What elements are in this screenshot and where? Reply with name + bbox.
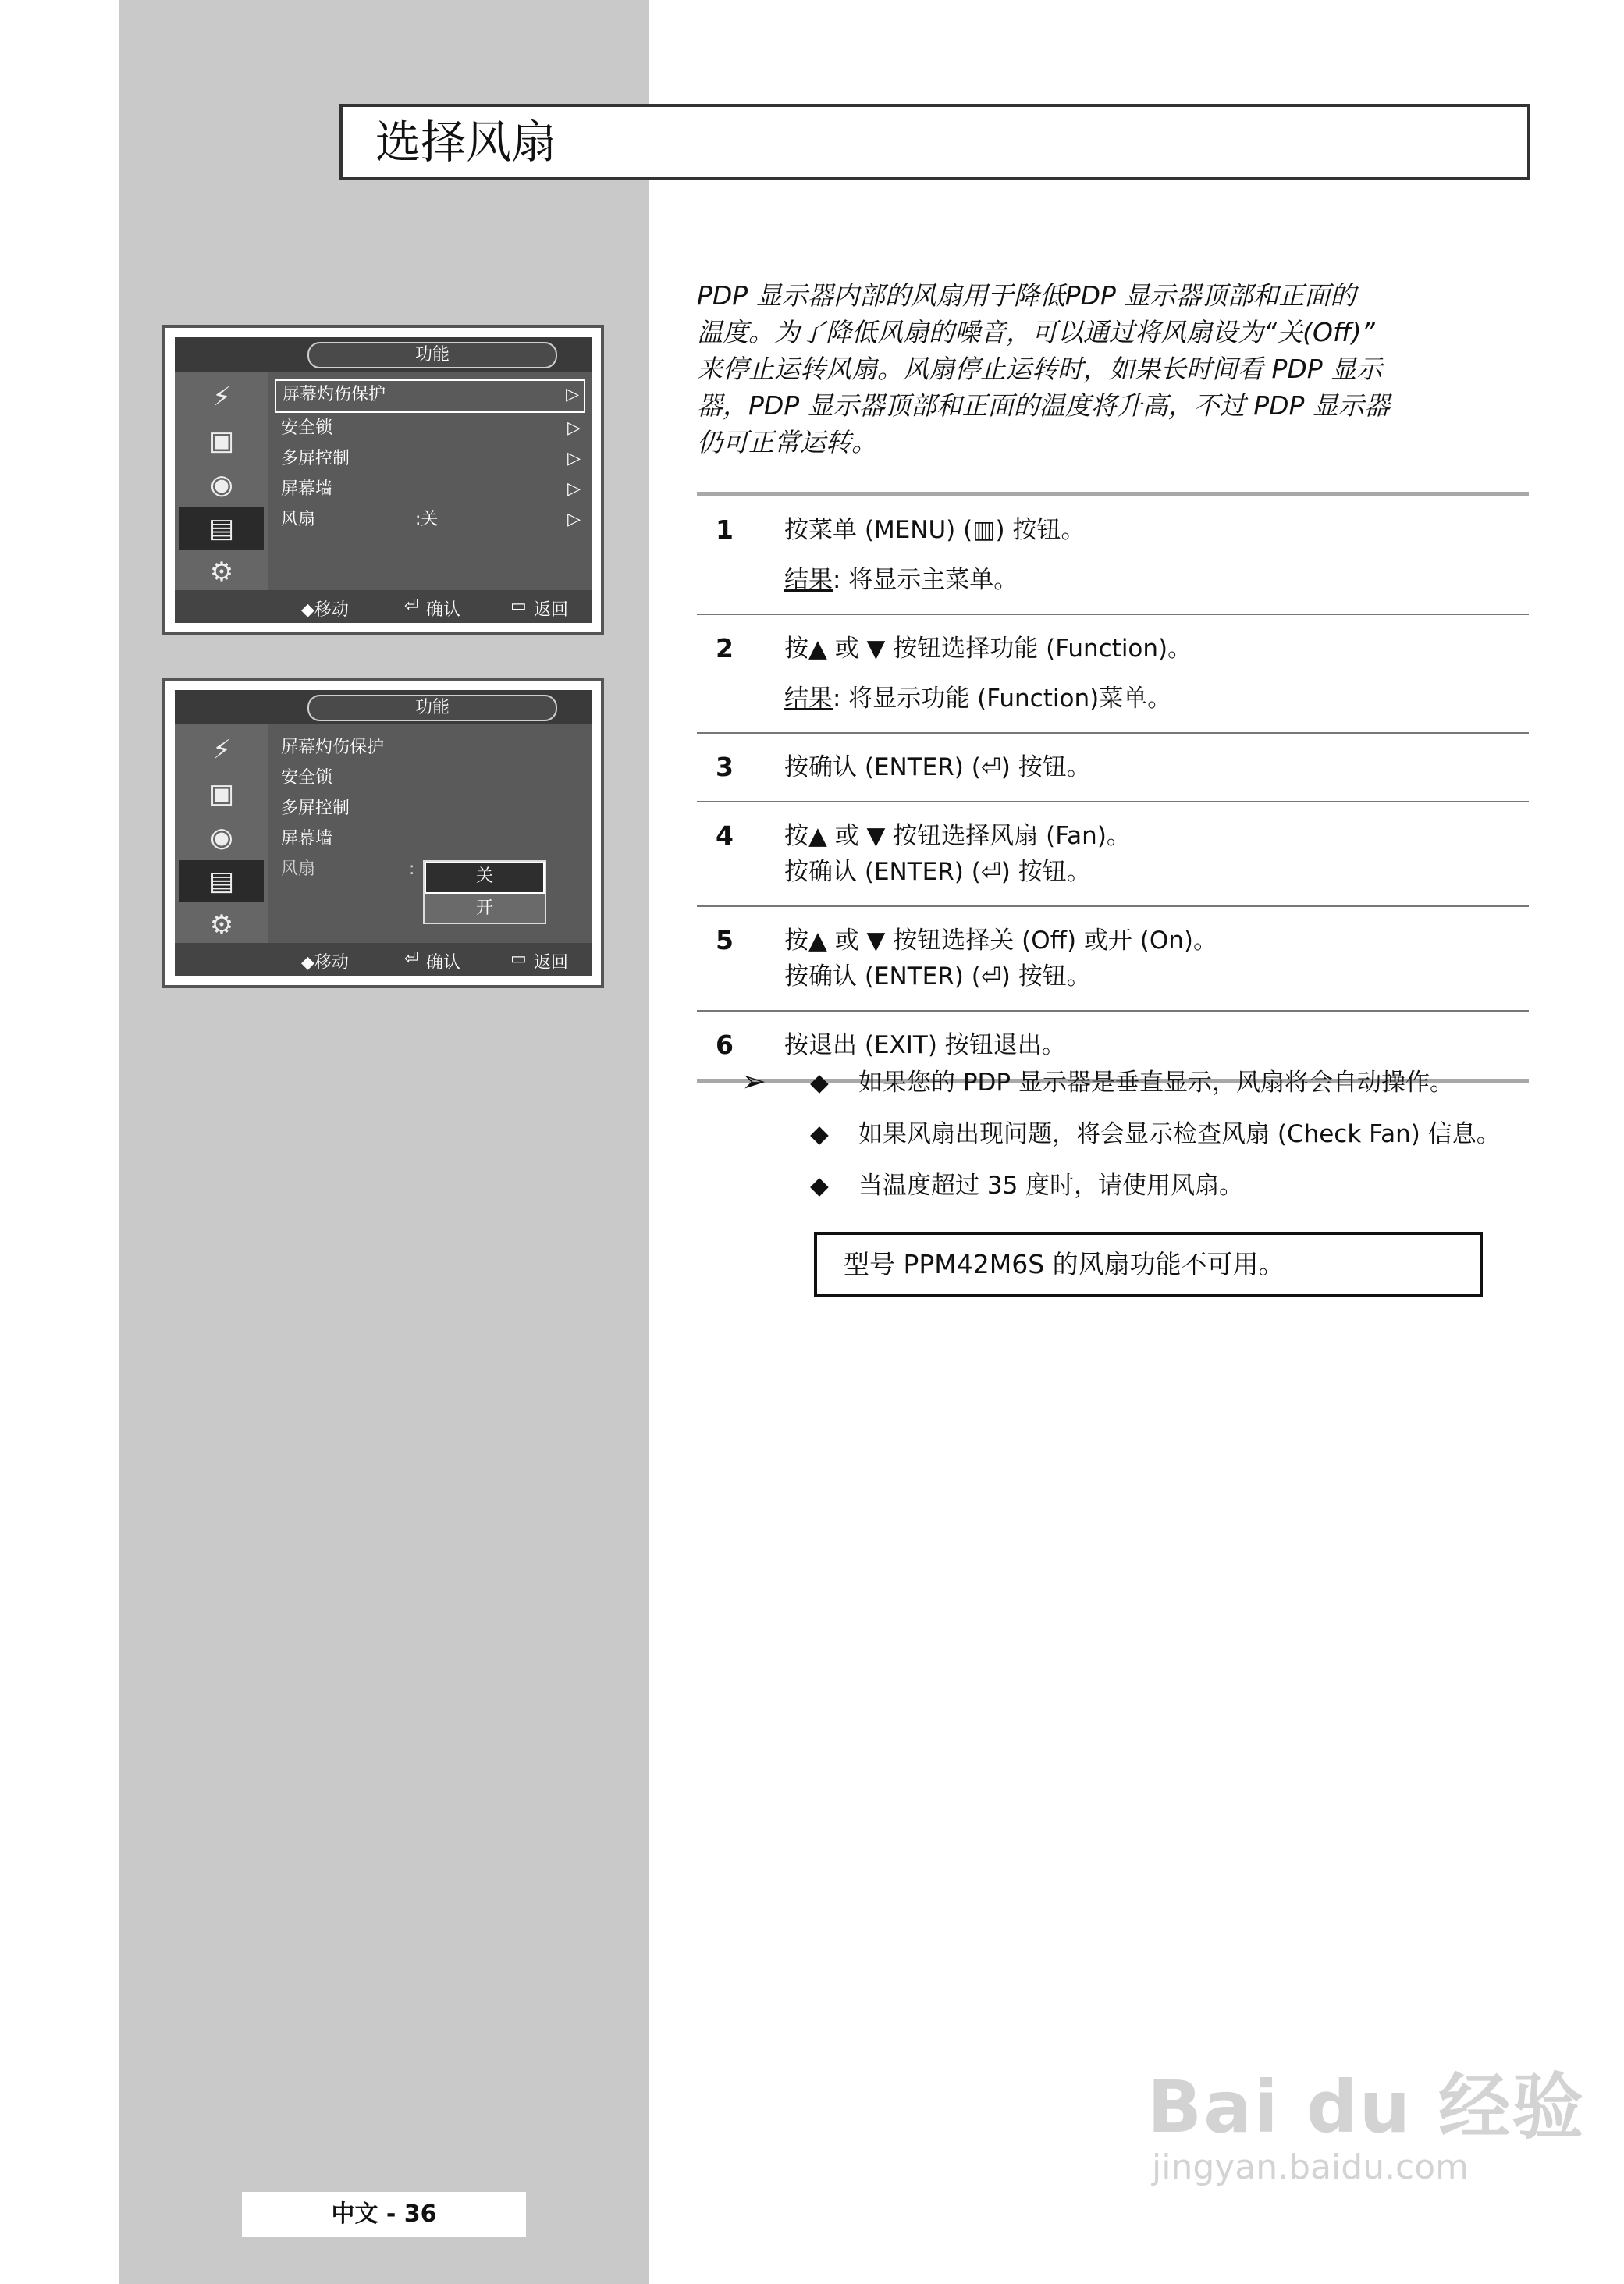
note-item: ◆ 当温度超过 35 度时，请使用风扇。 [741, 1169, 1537, 1203]
confirm-hint: 确认 [426, 600, 461, 620]
picture-icon: ▣ [208, 425, 235, 457]
osd-icon-column [175, 372, 268, 590]
step-text: 按▲ 或 ▼ 按钮选择风扇 (Fan)。 [784, 822, 1131, 850]
function-icon: ▤ [179, 860, 264, 902]
model-note-box: 型号 PPM42M6S 的风扇功能不可用。 [814, 1232, 1483, 1297]
option-on[interactable]: 开 [475, 898, 493, 918]
back-hint: 返回 [534, 600, 569, 620]
step-number: 5 [716, 925, 734, 955]
gear-icon: ⚙ [209, 909, 234, 941]
osd-item[interactable]: 多屏控制 [281, 799, 350, 818]
intro-line: 仍可正常运转。 [697, 427, 877, 457]
move-hint: ◆移动 [301, 953, 349, 973]
gear-icon: ⚙ [209, 557, 234, 588]
option-off[interactable]: 关 [425, 862, 545, 894]
osd-item[interactable]: 屏幕墙 ▷ [281, 479, 581, 499]
step-row [697, 732, 1529, 801]
osd-item[interactable]: 屏幕灼伤保护 ▷ [275, 379, 585, 413]
return-icon: ▭ [510, 949, 527, 969]
note-item: ➢ ◆ 如果您的 PDP 显示器是垂直显示，风扇将会自动操作。 [741, 1064, 1454, 1098]
picture-icon: ▣ [208, 778, 235, 809]
bullet-icon: ◆ [810, 1069, 829, 1097]
intro-paragraph [697, 277, 1524, 461]
sound-icon: ◉ [210, 822, 233, 853]
osd-item-fan[interactable]: 风扇 :关 ▷ [281, 510, 581, 529]
intro-line: PDP 显示器内部的风扇用于降低PDP 显示器顶部和正面的 [697, 280, 1356, 311]
osd-item-fan[interactable]: 风扇 : [281, 859, 415, 879]
return-icon: ▭ [510, 596, 527, 616]
steps-table [697, 492, 1529, 1083]
intro-line: 来停止运转风扇。风扇停止运转时，如果长时间看 PDP 显示 [697, 354, 1383, 384]
step-text: 按确认 (ENTER) (⏎) 按钮。 [784, 962, 1091, 991]
bullet-icon: ◆ [810, 1120, 829, 1148]
confirm-hint: 确认 [426, 953, 461, 973]
step-number: 2 [716, 633, 734, 663]
step-number: 3 [716, 752, 734, 782]
osd-item[interactable]: 安全锁 ▷ [281, 418, 581, 438]
step-row [697, 905, 1529, 1010]
enter-icon: ⏎ [404, 949, 419, 969]
osd-function-menu [162, 325, 604, 635]
osd-title: 功能 [307, 342, 557, 368]
sound-icon: ◉ [210, 469, 233, 500]
step-text: 按确认 (ENTER) (⏎) 按钮。 [784, 858, 1091, 886]
intro-line: 器，PDP 显示器顶部和正面的温度将升高，不过 PDP 显示器 [697, 390, 1390, 421]
step-text: 按菜单 (MENU) (▥) 按钮。 [784, 516, 1086, 544]
intro-line: 温度。为了降低风扇的噪音，可以通过将风扇设为“关(Off)” [697, 317, 1375, 347]
plug-icon: ⚡ [212, 735, 231, 766]
osd-fan-menu [162, 678, 604, 988]
osd-footer [175, 590, 592, 623]
page-number: 中文 - 36 [242, 2192, 526, 2237]
page-title: 选择风扇 [375, 116, 557, 169]
enter-icon: ⏎ [404, 596, 419, 616]
osd-item[interactable]: 屏幕灼伤保护 [281, 738, 385, 757]
step-text: 按退出 (EXIT) 按钮退出。 [784, 1031, 1066, 1059]
osd-title: 功能 [307, 695, 557, 721]
step-text: 按▲ 或 ▼ 按钮选择关 (Off) 或开 (On)。 [784, 927, 1217, 955]
step-text: 按确认 (ENTER) (⏎) 按钮。 [784, 753, 1091, 781]
step-text: 按▲ 或 ▼ 按钮选择功能 (Function)。 [784, 635, 1192, 663]
step-row [697, 801, 1529, 905]
step-row [697, 614, 1529, 732]
watermark-brand: Bai du 经验 [1147, 2065, 1586, 2149]
plug-icon: ⚡ [212, 382, 231, 413]
osd-item[interactable]: 安全锁 [281, 768, 333, 788]
watermark-url: jingyan.baidu.com [1152, 2147, 1469, 2187]
function-icon: ▤ [179, 507, 264, 550]
notes [741, 1066, 1537, 1220]
step-row [697, 496, 1529, 614]
back-hint: 返回 [534, 953, 569, 973]
step-result: 结果: 将显示主菜单。 [784, 566, 1018, 594]
osd-footer [175, 943, 592, 976]
osd-item[interactable]: 多屏控制 ▷ [281, 449, 581, 468]
watermark [1147, 2065, 1586, 2189]
note-item: ◆ 如果风扇出现问题，将会显示检查风扇 (Check Fan) 信息。 [741, 1117, 1537, 1151]
step-number: 1 [716, 514, 734, 545]
osd-icon-column [175, 724, 268, 943]
step-number: 6 [716, 1030, 734, 1060]
step-result: 结果: 将显示功能 (Function)菜单。 [784, 685, 1172, 713]
step-number: 4 [716, 820, 734, 851]
pointer-icon: ➢ [741, 1064, 766, 1098]
move-hint: ◆移动 [301, 600, 349, 620]
osd-item[interactable]: 屏幕墙 [281, 829, 333, 848]
bullet-icon: ◆ [810, 1172, 829, 1200]
title-box [339, 104, 1530, 180]
fan-dropdown[interactable] [423, 860, 546, 924]
